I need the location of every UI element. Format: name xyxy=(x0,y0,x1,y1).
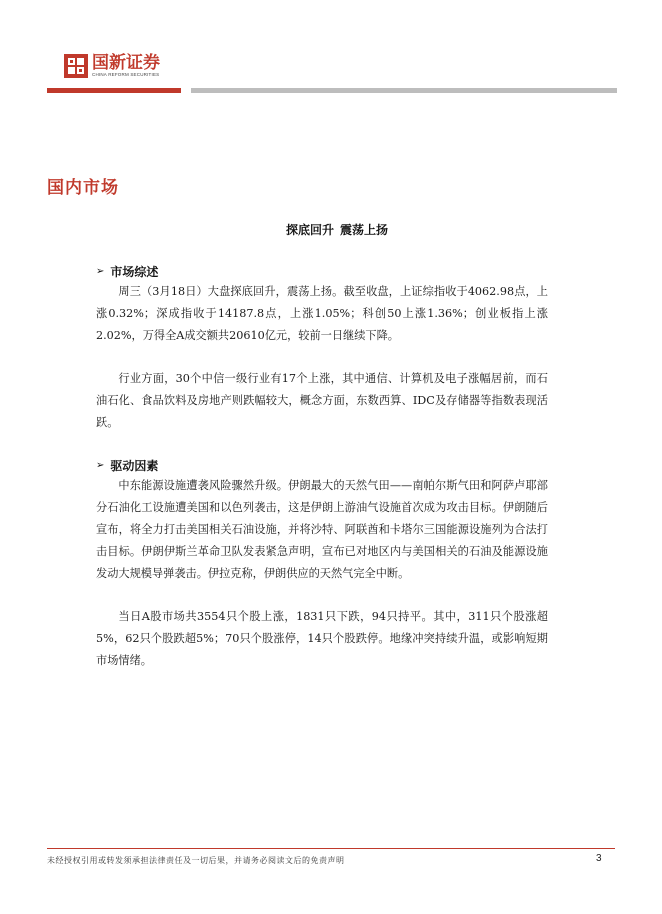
header-divider-bar xyxy=(191,88,617,93)
logo-english-name: CHINA REFORM SECURITIES xyxy=(92,72,160,77)
footer-disclaimer: 未经授权引用或转发须承担法律责任及一切后果，并请务必阅读文后的免责声明 xyxy=(47,856,345,865)
page-number: 3 xyxy=(596,853,602,864)
subtitle-part-2: 震荡上扬 xyxy=(340,223,389,237)
subtitle-part-1: 探底回升 xyxy=(285,223,334,237)
drivers-paragraph-1: 中东能源设施遭袭风险骤然升级。伊朗最大的天然气田——南帕尔斯气田和阿萨卢耶部分石油化工设施遭美国和以色列袭击，这是伊朗上游油气设施首次成为攻击目标。伊朗随后宣布，将全力打击美国相关石油设施，并将沙特、阿联酋和卡塔尔三国能源设施列为合法打击目标。伊朗伊斯兰革命卫队发表紧急声明，宣布已对地区内与美国相关的石油及能源设施发动大规模导弹袭击。伊拉克称，伊朗供应的天然气完全中断。 xyxy=(96,479,548,580)
logo-chinese-name: 国新证券 xyxy=(92,53,160,73)
header-accent-bar xyxy=(47,88,181,93)
drivers-heading-label: 驱动因素 xyxy=(110,459,159,473)
arrow-bullet-icon: ➢ xyxy=(96,460,105,471)
market-overview-paragraph-1: 周三（3月18日）大盘探底回升，震荡上扬。截至收盘，上证综指收于4062.98点，上涨0.32%；深成指收于14187.8点，上涨1.05%；科创50上涨1.36%；创业板指上涨2.02%，万得全A成交额共20610亿元，较前一日继续下降。 xyxy=(96,285,548,342)
logo-emblem-icon xyxy=(64,54,88,78)
footer-divider xyxy=(47,848,615,849)
section-title: 国内市场 xyxy=(47,178,119,198)
article-subtitle xyxy=(0,221,662,238)
drivers-paragraph-2: 当日A股市场共3554只个股上涨，1831只下跌，94只持平。其中，311只个股涨超5%，62只个股跌超5%；70只个股涨停，14只个股跌停。地缘冲突持续升温，或影响短期市场情绪。 xyxy=(96,610,548,667)
market-overview-heading xyxy=(96,263,158,280)
arrow-bullet-icon: ➢ xyxy=(96,266,105,277)
market-overview-paragraph-2: 行业方面，30个中信一级行业有17个上涨，其中通信、计算机及电子涨幅居前，而石油石化、食品饮料及房地产则跌幅较大，概念方面，东数西算、IDC及存储器等指数表现活跃。 xyxy=(96,372,548,429)
market-overview-heading-label: 市场综述 xyxy=(110,265,159,279)
drivers-heading xyxy=(96,457,158,474)
company-logo xyxy=(64,53,160,79)
